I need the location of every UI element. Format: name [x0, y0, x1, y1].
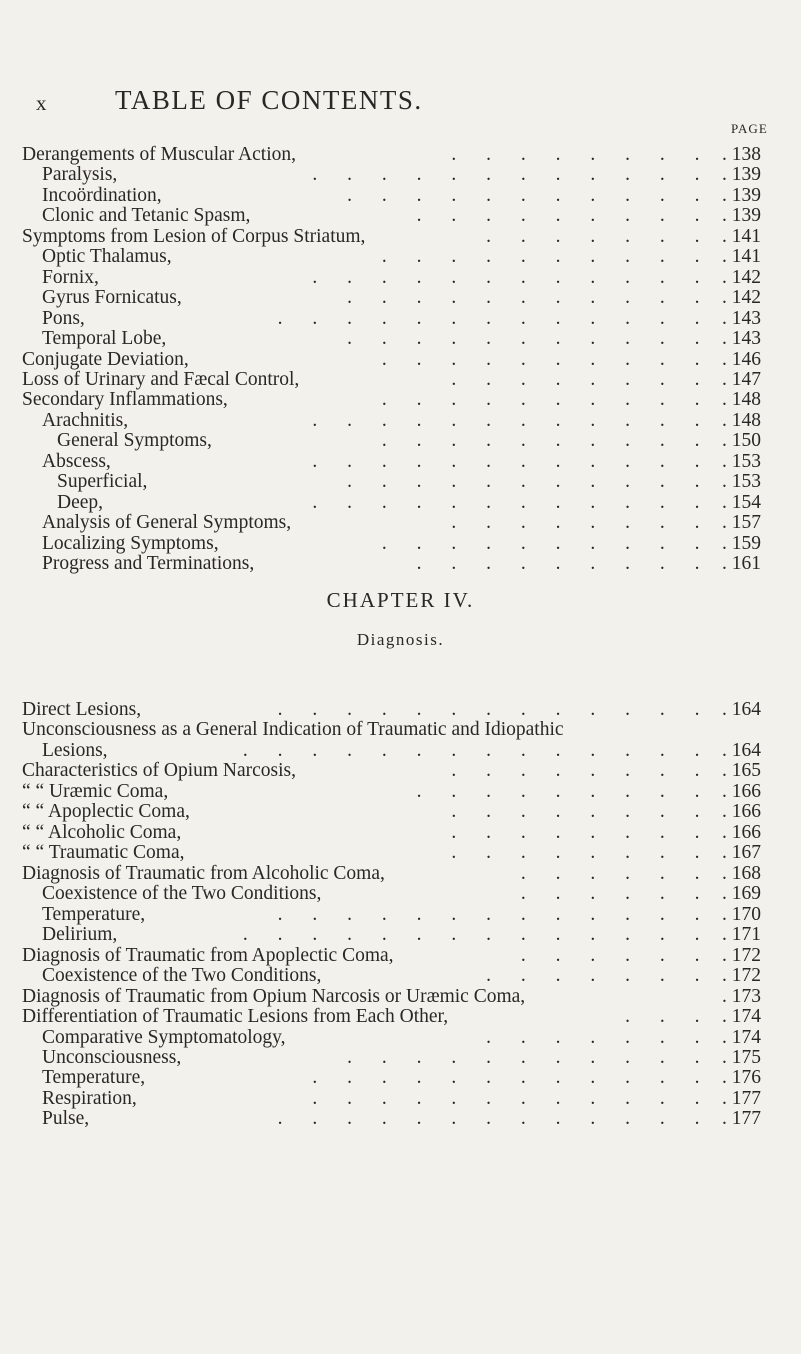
toc-entry-leader-dots: . . . . . . . . . . . [347, 287, 712, 309]
toc-entry-leader-dots: . . . . . . . . . . . [347, 184, 712, 206]
toc-entry-page: . 177 [722, 1108, 761, 1130]
toc-entry-page: . 148 [722, 409, 761, 431]
toc-entry-leader-dots: . . . . . . . . . . . . [312, 1067, 712, 1089]
toc-entry-title: Temperature, [42, 903, 146, 925]
toc-entry [0, 1108, 801, 1134]
toc-entry-title: Abscess, [42, 450, 111, 472]
toc-entry-leader-dots: . . . [625, 1006, 712, 1028]
toc-entry-leader-dots: . . . . . . . . . . . . [312, 450, 712, 472]
toc-entry-leader-dots: . . . . . . . [486, 1026, 712, 1048]
toc-entry-leader-dots: . . . . . . . . . . [381, 348, 712, 370]
toc-entry-page: . 166 [722, 821, 761, 843]
toc-entry-leader-dots: . . . . . . . . . . [381, 389, 712, 411]
toc-entry-leader-dots: . . . . . . . . . . . . . [277, 307, 712, 329]
toc-entry-title: Incoördination, [42, 184, 162, 206]
chapter-heading: CHAPTER IV. [326, 588, 475, 612]
toc-entry-title: Localizing Symptoms, [42, 532, 219, 554]
toc-entry-leader-dots: . . . . . . . . . . . . . [277, 699, 712, 720]
toc-entry-title: “ “ Traumatic Coma, [22, 842, 185, 864]
toc-entry-title: Fornix, [42, 266, 99, 288]
toc-entry-leader-dots: . . . . . . . . . . . . [312, 164, 712, 186]
toc-entry-title: Diagnosis of Traumatic from Apoplectic Coma, [22, 944, 394, 966]
toc-entry-leader-dots: . . . . . . . . [451, 144, 712, 165]
toc-entry-title: Loss of Urinary and Fæcal Control, [22, 368, 300, 390]
toc-entry-page: . 170 [722, 903, 761, 925]
toc-entry-page: . 148 [722, 389, 761, 411]
toc-entry-page: . 142 [722, 266, 761, 288]
toc-entry-page: . 150 [722, 430, 761, 452]
toc-entry-title: Pulse, [42, 1108, 90, 1130]
toc-entry-leader-dots: . . . . . . . . . . . . [312, 409, 712, 431]
toc-entry-page: . 175 [722, 1046, 761, 1068]
running-head: TABLE OF CONTENTS. [115, 85, 423, 115]
toc-entry-title: Temporal Lobe, [42, 328, 167, 350]
toc-entry-page: . 143 [722, 307, 761, 329]
toc-entry-title: Analysis of General Symptoms, [42, 512, 292, 534]
toc-entry-title: Temperature, [42, 1067, 146, 1089]
toc-entry-leader-dots: . . . . . . . [486, 225, 712, 247]
toc-entry-page: . 164 [722, 739, 761, 761]
toc-entry-title: Characteristics of Opium Narcosis, [22, 760, 297, 782]
toc-entry-page: . 147 [722, 368, 761, 390]
toc-entry-title: Pons, [42, 307, 85, 329]
toc-entry-title: General Symptoms, [57, 430, 212, 452]
toc-entry-title: Paralysis, [42, 164, 118, 186]
toc-entry-title: Conjugate Deviation, [22, 348, 189, 370]
toc-entry-leader-dots: . . . . . . [520, 862, 712, 884]
toc-entry-page: . 146 [722, 348, 761, 370]
toc-entry-leader-dots: . . . . . . . . . [416, 553, 712, 574]
toc-entry-title: Deep, [57, 491, 104, 513]
toc-entry-title: Differentiation of Traumatic Lesions from Each Other, [22, 1006, 449, 1028]
toc-entry-leader-dots: . . . . . . . . [451, 801, 712, 823]
toc-entry-leader-dots: . . . . . . . . [451, 760, 712, 782]
toc-entry-leader-dots: . . . . . . . . . . . . [312, 266, 712, 288]
toc-entry-page: . 141 [722, 225, 761, 247]
page-number: x [36, 91, 47, 115]
toc-entry-page: . 138 [722, 144, 761, 165]
toc-entry-leader-dots: . . . . . . . . . . . . . . [242, 924, 712, 946]
toc-entry-title: Diagnosis of Traumatic from Opium Narcosis or Uræmic Coma, [22, 985, 526, 1007]
toc-entry-leader-dots: . . . . . . . . . [416, 205, 712, 227]
toc-entry-title: Comparative Symptomatology, [42, 1026, 286, 1048]
toc-entry-page: . 143 [722, 328, 761, 350]
toc-entry-leader-dots: . . . . . . . . [451, 512, 712, 534]
toc-entry-page: . 159 [722, 532, 761, 554]
toc-entry-page: . 169 [722, 883, 761, 905]
toc-entry-page: . 139 [722, 184, 761, 206]
toc-entry-leader-dots: . . . . . . . . . . . . . [277, 1108, 712, 1130]
toc-entry-title: Delirium, [42, 924, 118, 946]
toc-entry-leader-dots: . . . . . . . . . . . . . . [242, 739, 712, 761]
toc-entry-title: “ “ Alcoholic Coma, [22, 821, 182, 843]
toc-entry-leader-dots: . . . . . . [520, 944, 712, 966]
toc-entry-leader-dots: . . . . . . . . [451, 368, 712, 390]
toc-entry-page: . 153 [722, 450, 761, 472]
toc-entry-title: Symptoms from Lesion of Corpus Striatum, [22, 225, 366, 247]
toc-entry-title: Lesions, [42, 739, 108, 761]
toc-entry-title: Diagnosis of Traumatic from Alcoholic Coma, [22, 862, 385, 884]
toc-entry-leader-dots: . . . . . . . . . . [381, 532, 712, 554]
toc-entry-page: . 139 [722, 164, 761, 186]
toc-entry-title: Direct Lesions, [22, 699, 142, 720]
toc-entry-page: . 154 [722, 491, 761, 513]
toc-entry-leader-dots: . . . . . . [520, 883, 712, 905]
toc-entry-page: . 157 [722, 512, 761, 534]
toc-entry-page: . 176 [722, 1067, 761, 1089]
toc-entry-page: . 174 [722, 1026, 761, 1048]
toc-entry-title: Coexistence of the Two Conditions, [42, 883, 322, 905]
toc-entry-leader-dots: . . . . . . . . . . [381, 246, 712, 268]
toc-entry [0, 553, 801, 579]
toc-entry-page: . 166 [722, 801, 761, 823]
toc-entry-title: Secondary Inflammations, [22, 389, 228, 411]
toc-entry-page: . 164 [722, 699, 761, 720]
toc-entry-page: . 142 [722, 287, 761, 309]
toc-entry-page: . 166 [722, 780, 761, 802]
toc-entry-page: . 153 [722, 471, 761, 493]
toc-entry-leader-dots: . . . . . . . . . . . . [312, 1087, 712, 1109]
toc-entry-title: Arachnitis, [42, 409, 129, 431]
toc-entry-page: . 171 [722, 924, 761, 946]
toc-entry-leader-dots: . . . . . . . . . . . [347, 471, 712, 493]
toc-entry-page: . 139 [722, 205, 761, 227]
toc-entry-title: Clonic and Tetanic Spasm, [42, 205, 251, 227]
toc-entry-leader-dots: . . . . . . . . [451, 842, 712, 864]
toc-entry-title: Derangements of Muscular Action, [22, 144, 297, 165]
toc-entry-title: Unconsciousness as a General Indication of Traumatic and Idiopathic [22, 719, 564, 741]
toc-entry-page: . 161 [722, 553, 761, 574]
toc-entry-page: . 173 [722, 985, 761, 1007]
toc-entry-title: “ “ Apoplectic Coma, [22, 801, 190, 823]
toc-entry-page: . 168 [722, 862, 761, 884]
toc-entry-title: Coexistence of the Two Conditions, [42, 965, 322, 987]
toc-entry-title: “ “ Uræmic Coma, [22, 780, 169, 802]
page-column-label: PAGE [731, 121, 768, 136]
chapter-subheading: Diagnosis. [356, 630, 445, 649]
toc-entry-leader-dots: . . . . . . . . . . . . [312, 491, 712, 513]
toc-entry-leader-dots: . . . . . . . . . [416, 780, 712, 802]
toc-entry-page: . 177 [722, 1087, 761, 1109]
toc-entry-title: Gyrus Fornicatus, [42, 287, 182, 309]
toc-entry-page: . 141 [722, 246, 761, 268]
toc-entry-title: Progress and Terminations, [42, 553, 255, 574]
toc-entry-leader-dots: . . . . . . . [486, 965, 712, 987]
toc-entry-leader-dots: . . . . . . . . . . [381, 430, 712, 452]
toc-entry-page: . 165 [722, 760, 761, 782]
toc-entry-leader-dots: . . . . . . . . . . . [347, 328, 712, 350]
toc-entry-title: Respiration, [42, 1087, 137, 1109]
toc-entry-title: Superficial, [57, 471, 148, 493]
toc-entry-page: . 172 [722, 965, 761, 987]
toc-entry-leader-dots: . . . . . . . . . . . . . [277, 903, 712, 925]
toc-entry-leader-dots: . . . . . . . . [451, 821, 712, 843]
toc-entry-title: Optic Thalamus, [42, 246, 172, 268]
toc-entry-page: . 167 [722, 842, 761, 864]
toc-entry-title: Unconsciousness, [42, 1046, 182, 1068]
toc-entry-page: . 174 [722, 1006, 761, 1028]
toc-entry-leader-dots: . . . . . . . . . . . [347, 1046, 712, 1068]
toc-entry-page: . 172 [722, 944, 761, 966]
